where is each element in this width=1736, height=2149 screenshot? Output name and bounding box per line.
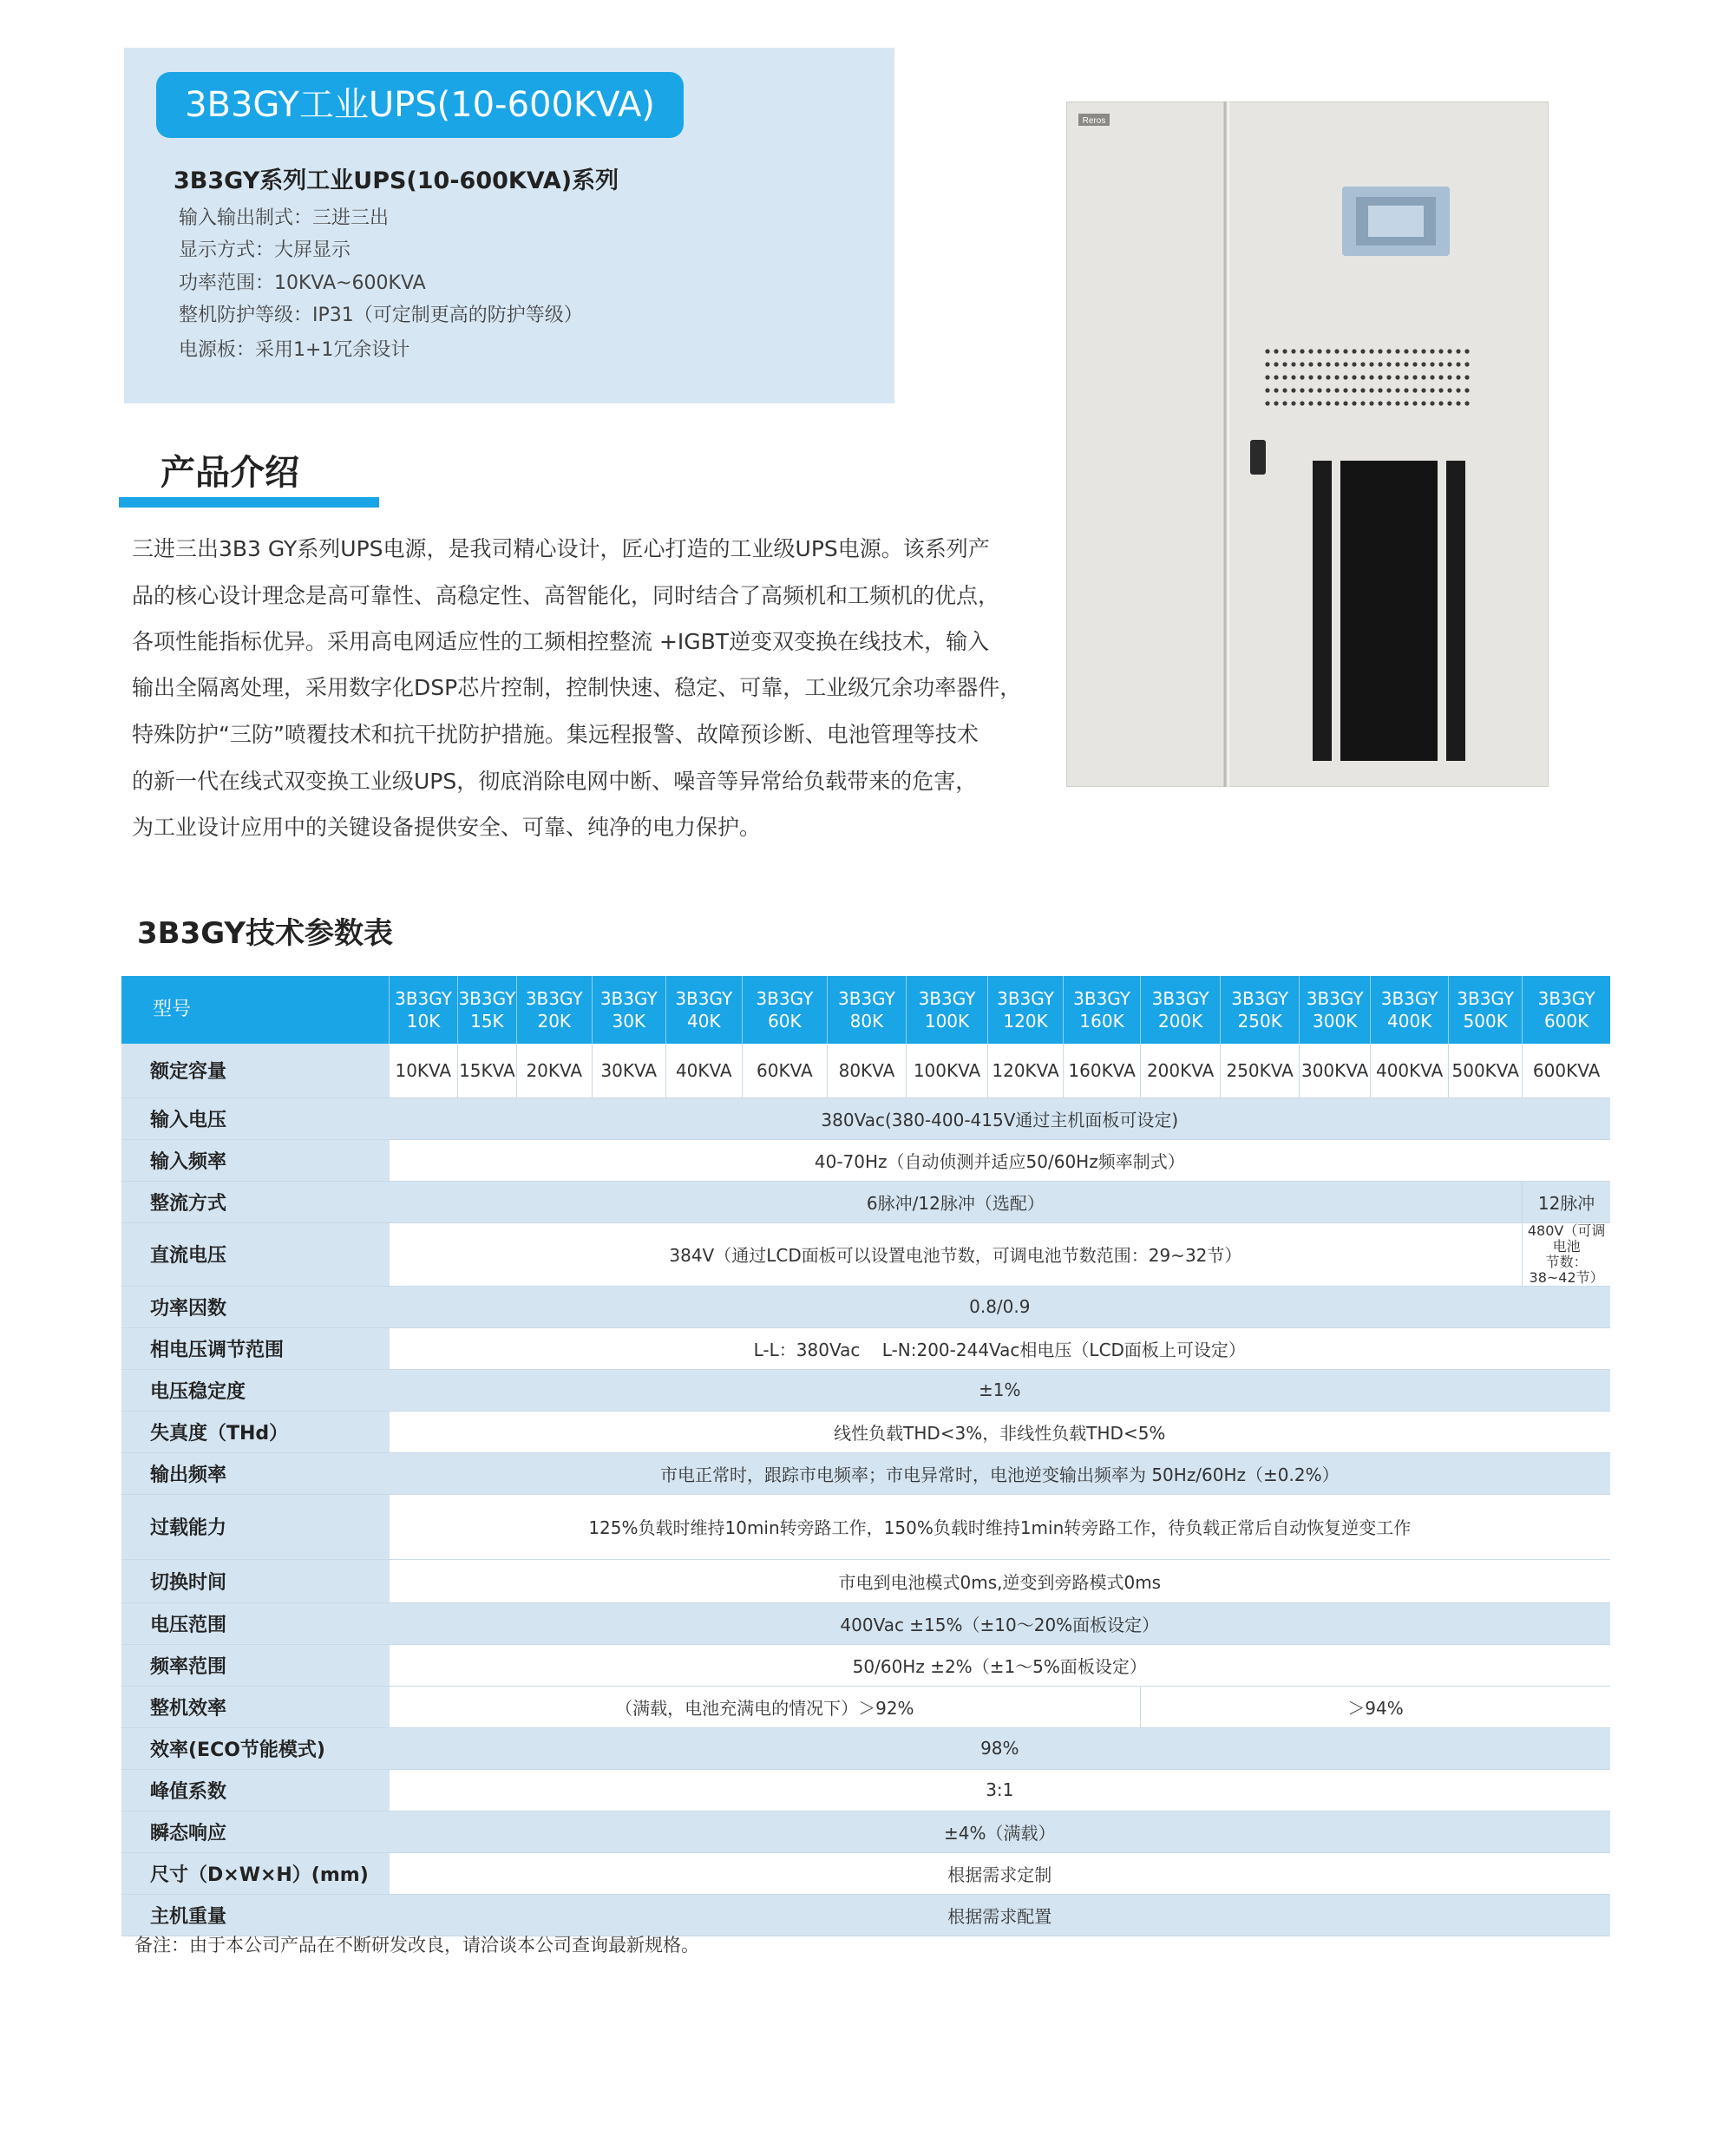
brand-logo: Reros bbox=[1082, 116, 1106, 126]
row-label: 输入频率 bbox=[121, 1139, 390, 1181]
row-value: 50/60Hz ±2%（±1～5%面板设定） bbox=[390, 1644, 1610, 1686]
model-col-500k: 3B3GY 500K bbox=[1449, 976, 1523, 1044]
row-label: 峰值系数 bbox=[121, 1769, 390, 1811]
row-label: 失真度（THd） bbox=[121, 1411, 390, 1452]
capacity-cell: 15KVA bbox=[458, 1044, 517, 1097]
spec-line-display: 显示方式：大屏显示 bbox=[179, 239, 351, 261]
model-col-10k: 3B3GY 10K bbox=[390, 976, 458, 1044]
intro-line: 输出全隔离处理，采用数字化DSP芯片控制，控制快速、稳定、可靠，工业级冗余功率器件， bbox=[132, 675, 1022, 700]
series-title: 3B3GY系列工业UPS(10-600KVA)系列 bbox=[174, 167, 619, 194]
row-value: 125%负载时维持10min转旁路工作，150%负载时维持1min转旁路工作，待负载正常后自动恢复逆变工作 bbox=[390, 1494, 1610, 1559]
model-col-250k: 3B3GY 250K bbox=[1221, 976, 1300, 1044]
capacity-cell: 600KVA bbox=[1523, 1044, 1610, 1097]
row-value: 6脉冲/12脉冲（选配） bbox=[390, 1181, 1523, 1222]
row-value: 根据需求定制 bbox=[390, 1852, 1610, 1894]
model-col-600k: 3B3GY 600K bbox=[1523, 976, 1610, 1044]
row-label: 切换时间 bbox=[121, 1559, 390, 1602]
row-value-extra: ＞94% bbox=[1141, 1686, 1610, 1727]
spec-line-power: 功率范围：10KVA~600KVA bbox=[179, 272, 426, 294]
row-label: 主机重量 bbox=[121, 1894, 390, 1936]
row-label: 瞬态响应 bbox=[121, 1811, 390, 1852]
row-label: 相电压调节范围 bbox=[121, 1327, 390, 1369]
model-col-300k: 3B3GY 300K bbox=[1300, 976, 1371, 1044]
row-value-extra: 12脉冲 bbox=[1523, 1181, 1610, 1222]
row-value-extra: 480V（可调电池 节数：38~42节） bbox=[1523, 1222, 1610, 1286]
intro-line: 的新一代在线式双变换工业级UPS，彻底消除电网中断、噪音等异常给负载带来的危害， bbox=[132, 769, 978, 794]
model-col-80k: 3B3GY 80K bbox=[827, 976, 906, 1044]
intro-heading-underline bbox=[119, 497, 379, 508]
intro-line: 为工业设计应用中的关键设备提供安全、可靠、纯净的电力保护。 bbox=[132, 815, 762, 840]
row-label: 整流方式 bbox=[121, 1181, 390, 1222]
ups-cabinet-image bbox=[1066, 102, 1549, 787]
footnote: 备注：由于本公司产品在不断研发改良，请洽谈本公司查询最新规格。 bbox=[134, 1935, 699, 1956]
model-col-120k: 3B3GY 120K bbox=[988, 976, 1064, 1044]
row-label-capacity: 额定容量 bbox=[121, 1044, 390, 1097]
row-label: 过载能力 bbox=[121, 1494, 390, 1559]
model-col-40k: 3B3GY 40K bbox=[665, 976, 742, 1044]
model-col-20k: 3B3GY 20K bbox=[516, 976, 592, 1044]
row-label: 输入电压 bbox=[121, 1097, 390, 1139]
capacity-cell: 400KVA bbox=[1371, 1044, 1449, 1097]
row-value: 市电正常时，跟踪市电频率；市电异常时，电池逆变输出频率为 50Hz/60Hz（±0.2%） bbox=[390, 1452, 1610, 1494]
capacity-cell: 160KVA bbox=[1064, 1044, 1141, 1097]
row-value: 根据需求配置 bbox=[390, 1894, 1610, 1936]
model-col-30k: 3B3GY 30K bbox=[592, 976, 665, 1044]
capacity-cell: 10KVA bbox=[390, 1044, 458, 1097]
model-col-200k: 3B3GY 200K bbox=[1141, 976, 1221, 1044]
spec-table-title: 3B3GY技术参数表 bbox=[137, 916, 394, 951]
model-col-160k: 3B3GY 160K bbox=[1064, 976, 1141, 1044]
row-label: 整机效率 bbox=[121, 1686, 390, 1727]
ups-cabinet-drawing bbox=[1066, 102, 1549, 787]
row-label: 效率(ECO节能模式) bbox=[121, 1727, 390, 1769]
intro-line: 三进三出3B3 GY系列UPS电源，是我司精心设计，匠心打造的工业级UPS电源。该系列产 bbox=[132, 536, 990, 561]
row-value: 3:1 bbox=[390, 1769, 1610, 1811]
model-col-400k: 3B3GY 400K bbox=[1371, 976, 1449, 1044]
capacity-cell: 40KVA bbox=[665, 1044, 742, 1097]
row-value: ±4%（满载） bbox=[390, 1811, 1610, 1852]
row-value: 384V（通过LCD面板可以设置电池节数，可调电池节数范围：29~32节） bbox=[390, 1222, 1523, 1286]
row-value: 市电到电池模式0ms,逆变到旁路模式0ms bbox=[390, 1559, 1610, 1602]
row-value: （满载，电池充满电的情况下）＞92% bbox=[390, 1686, 1141, 1727]
intro-line: 特殊防护“三防”喷覆技术和抗干扰防护措施。集远程报警、故障预诊断、电池管理等技术 bbox=[132, 722, 979, 747]
model-header-label: 型号 bbox=[121, 976, 390, 1044]
row-label: 电压稳定度 bbox=[121, 1369, 390, 1411]
capacity-cell: 60KVA bbox=[742, 1044, 827, 1097]
row-value: L-L：380Vac L-N:200-244Vac相电压（LCD面板上可设定） bbox=[390, 1327, 1610, 1369]
row-value: 0.8/0.9 bbox=[390, 1286, 1610, 1327]
model-col-100k: 3B3GY 100K bbox=[906, 976, 987, 1044]
capacity-cell: 200KVA bbox=[1141, 1044, 1221, 1097]
row-value: 40-70Hz（自动侦测并适应50/60Hz频率制式） bbox=[390, 1139, 1610, 1181]
row-value: 400Vac ±15%（±10～20%面板设定） bbox=[390, 1602, 1610, 1644]
model-col-15k: 3B3GY 15K bbox=[458, 976, 517, 1044]
capacity-cell: 30KVA bbox=[592, 1044, 665, 1097]
row-label: 频率范围 bbox=[121, 1644, 390, 1686]
capacity-cell: 120KVA bbox=[988, 1044, 1064, 1097]
product-title-badge: 3B3GY工业UPS(10-600KVA) bbox=[156, 72, 684, 138]
spec-table bbox=[121, 976, 1610, 1936]
row-value: 380Vac(380-400-415V通过主机面板可设定) bbox=[390, 1097, 1610, 1139]
row-label: 直流电压 bbox=[121, 1222, 390, 1286]
capacity-cell: 20KVA bbox=[516, 1044, 592, 1097]
row-label: 输出频率 bbox=[121, 1452, 390, 1494]
row-value: 98% bbox=[390, 1727, 1610, 1769]
capacity-cell: 100KVA bbox=[906, 1044, 987, 1097]
capacity-cell: 250KVA bbox=[1221, 1044, 1300, 1097]
model-col-60k: 3B3GY 60K bbox=[742, 976, 827, 1044]
row-label: 电压范围 bbox=[121, 1602, 390, 1644]
row-label: 功率因数 bbox=[121, 1286, 390, 1327]
intro-heading: 产品介绍 bbox=[160, 453, 299, 493]
row-label: 尺寸（D×W×H）(mm) bbox=[121, 1852, 390, 1894]
capacity-cell: 300KVA bbox=[1300, 1044, 1371, 1097]
capacity-cell: 80KVA bbox=[827, 1044, 906, 1097]
spec-line-io: 输入输出制式：三进三出 bbox=[179, 207, 390, 229]
row-value: 线性负载THD<3%，非线性负载THD<5% bbox=[390, 1411, 1610, 1452]
intro-line: 品的核心设计理念是高可靠性、高稳定性、高智能化，同时结合了高频机和工频机的优点， bbox=[132, 583, 1000, 608]
capacity-cell: 500KVA bbox=[1449, 1044, 1523, 1097]
spec-line-psu: 电源板：采用1+1冗余设计 bbox=[179, 339, 410, 361]
spec-line-protection: 整机防护等级：IP31（可定制更高的防护等级） bbox=[179, 305, 583, 326]
row-value: ±1% bbox=[390, 1369, 1610, 1411]
intro-line: 各项性能指标优异。采用高电网适应性的工频相控整流 +IGBT逆变双变换在线技术，输入 bbox=[132, 629, 990, 654]
